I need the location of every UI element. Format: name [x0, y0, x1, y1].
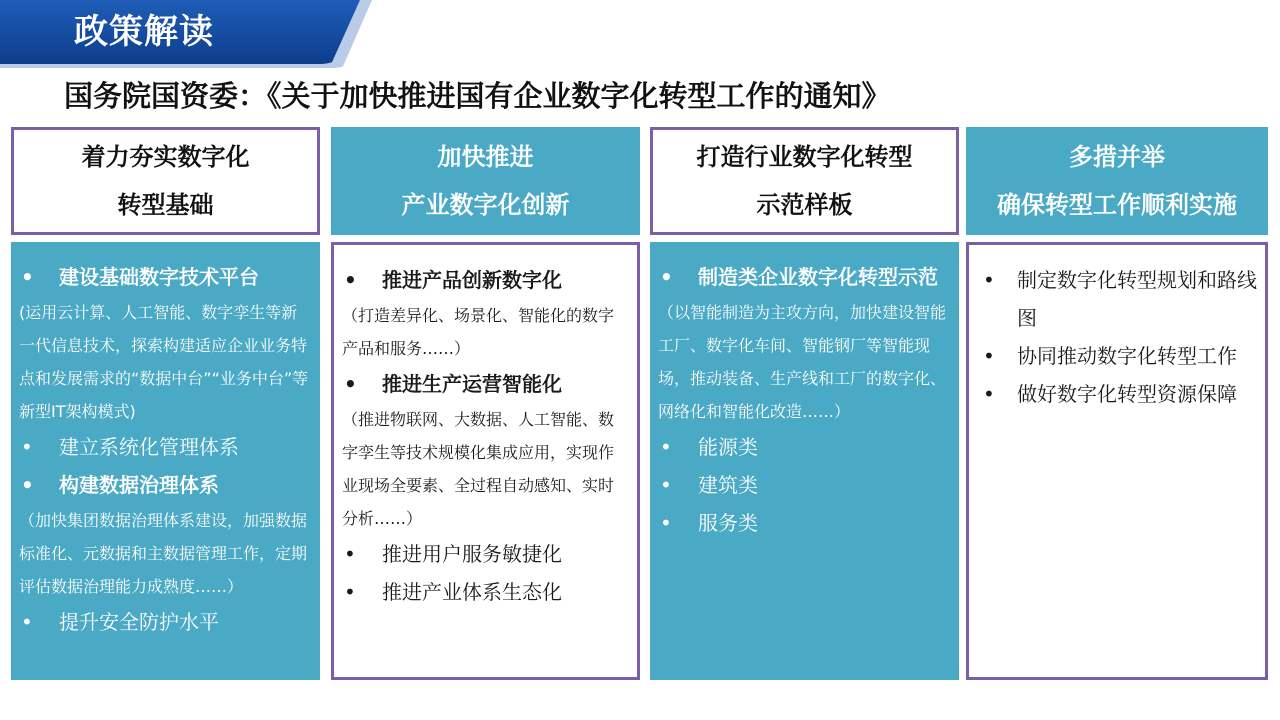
bullet-icon: • [983, 344, 995, 368]
bullet-icon: • [344, 542, 356, 566]
list-item [977, 375, 1257, 413]
bullet-icon: • [660, 265, 673, 289]
list-item-text: 服务类 [698, 511, 758, 535]
list-item-text: 能源类 [698, 435, 758, 459]
list-item-text: 建立系统化管理体系 [59, 435, 239, 459]
column-header [650, 127, 959, 235]
bullet-icon: • [344, 372, 357, 396]
list-item-text: 建筑类 [698, 473, 758, 497]
bullet-icon: • [21, 473, 34, 497]
column-header-line1: 着力夯实数字化 [81, 143, 250, 171]
list-item [342, 573, 629, 611]
bullet-icon: • [660, 511, 672, 535]
list-item [658, 504, 951, 542]
column-body [11, 242, 320, 680]
column-foundation [11, 127, 320, 634]
list-item [19, 466, 312, 504]
list-item [977, 337, 1257, 375]
list-item [977, 261, 1257, 337]
bullet-icon: • [344, 268, 357, 292]
list-item-note: （打造差异化、场景化、智能化的数字产品和服务……） [342, 306, 615, 358]
list-item-text: 建设基础数字技术平台 [59, 265, 259, 289]
list-item-note: (运用云计算、人工智能、数字孪生等新一代信息技术，探索构建适应企业业务特点和发展需求的“数据中台”“业务中台”等新型IT架构模式) [19, 303, 309, 421]
column-header-line2: 确保转型工作顺利实施 [997, 191, 1237, 219]
list-item [658, 258, 951, 296]
bullet-icon: • [660, 435, 672, 459]
column-header [331, 127, 640, 235]
list-item-note: （以智能制造为主攻方向，加快建设智能工厂、数字化车间、智能钢厂等智能现场，推动装备、生产线和工厂的数字化、网络化和智能化改造……） [658, 303, 947, 421]
column-header-line2: 产业数字化创新 [401, 191, 570, 219]
list-item-text: 推进产品创新数字化 [382, 268, 562, 292]
list-item-note: （加快集团数据治理体系建设，加强数据标准化、元数据和主数据管理工作，定期评估数据治理能力成熟度……） [19, 511, 308, 596]
column-header [966, 127, 1268, 235]
column-demonstration [650, 127, 959, 535]
list-item [19, 258, 312, 296]
column-header-line1: 加快推进 [437, 143, 534, 171]
column-measures [966, 127, 1268, 406]
list-item-text: 推进产业体系生态化 [382, 580, 562, 604]
list-item [658, 428, 951, 466]
list-item [19, 428, 312, 466]
list-item [342, 535, 629, 573]
list-item-text: 制造类企业数字化转型示范 [698, 265, 938, 289]
column-header-line1: 多措并举 [1069, 143, 1165, 171]
bullet-icon: • [660, 473, 672, 497]
page-subtitle: 国务院国资委：《关于加快推进国有企业数字化转型工作的通知》 [64, 79, 891, 113]
section-title: 政策解读 [74, 12, 214, 52]
bullet-icon: • [21, 265, 34, 289]
list-item-text: 提升安全防护水平 [59, 610, 219, 634]
bullet-icon: • [344, 580, 356, 604]
list-item-text: 制定数字化转型规划和路线图 [1017, 268, 1257, 330]
bullet-icon: • [983, 382, 995, 406]
list-item [19, 603, 312, 641]
column-body [331, 242, 640, 680]
list-item [342, 261, 629, 299]
column-body [966, 242, 1268, 680]
bullet-icon: • [983, 268, 995, 292]
list-item-note: （推进物联网、大数据、人工智能、数字孪生等技术规模化集成应用，实现作业现场全要素、全过程自动感知、实时分析……） [342, 410, 615, 528]
list-item-text: 构建数据治理体系 [59, 473, 219, 497]
list-item-text: 推进用户服务敏捷化 [382, 542, 562, 566]
column-header-line2: 转型基础 [117, 191, 214, 219]
list-item [658, 466, 951, 504]
list-item-text: 协同推动数字化转型工作 [1017, 344, 1237, 368]
list-item [342, 365, 629, 403]
column-industry-innovation [331, 127, 640, 604]
list-item-text: 推进生产运营智能化 [382, 372, 562, 396]
column-header-line1: 打造行业数字化转型 [696, 143, 913, 171]
bullet-icon: • [21, 610, 33, 634]
column-header-line2: 示范样板 [756, 191, 853, 219]
column-header [11, 127, 320, 235]
column-body [650, 242, 959, 680]
list-item-text: 做好数字化转型资源保障 [1017, 382, 1237, 406]
bullet-icon: • [21, 435, 33, 459]
